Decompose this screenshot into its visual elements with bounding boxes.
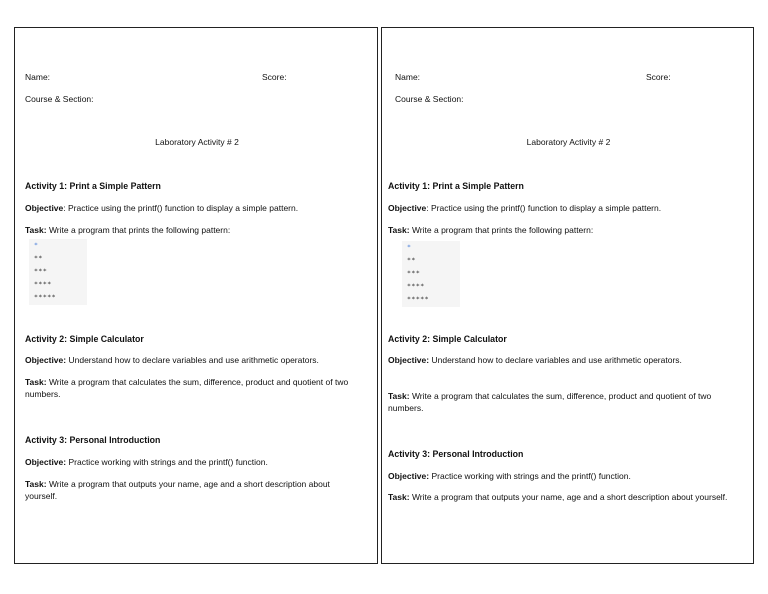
pattern-line: * — [407, 243, 412, 251]
pattern-line: **** — [34, 280, 52, 288]
objective-label: Objective: — [25, 457, 67, 467]
lab-title: Laboratory Activity # 2 — [526, 137, 611, 147]
activity2-objective — [25, 354, 319, 366]
activity1-task — [388, 224, 593, 236]
name-label: Name: — [25, 72, 51, 82]
task-label: Task: — [25, 377, 47, 387]
pattern-output-box — [29, 239, 87, 305]
task-text: Write a program that prints the following pattern: — [46, 225, 231, 235]
objective-label: Objective — [25, 203, 64, 213]
name-label: Name: — [395, 72, 421, 82]
pattern-line: ***** — [34, 293, 57, 301]
pattern-line: ** — [34, 254, 43, 262]
activity1-task — [25, 224, 230, 236]
objective-text: Understand how to declare variables and use arithmetic operators. — [66, 355, 319, 365]
course-section-label: Course & Section: — [395, 94, 464, 104]
activity3-objective — [388, 470, 631, 482]
worksheet-page-right — [381, 27, 754, 564]
task-text: Write a program that prints the following pattern: — [409, 225, 594, 235]
pattern-line: **** — [407, 282, 425, 290]
activity2-task — [388, 390, 718, 414]
course-section-label: Course & Section: — [25, 94, 94, 104]
activity3-heading: Activity 3: Personal Introduction — [25, 435, 161, 445]
activity2-objective — [388, 354, 698, 366]
objective-text: : Practice using the printf() function to display a simple pattern. — [426, 203, 662, 213]
objective-label: Objective — [388, 203, 427, 213]
objective-label: Objective: — [388, 355, 430, 365]
pattern-line: *** — [407, 269, 421, 277]
activity1-objective — [25, 202, 298, 214]
score-label: Score: — [262, 72, 287, 82]
pattern-output-box — [402, 241, 460, 307]
activity2-task — [25, 376, 355, 400]
lab-title: Laboratory Activity # 2 — [155, 137, 239, 147]
activity2-heading: Activity 2: Simple Calculator — [388, 334, 507, 344]
task-text: Write a program that calculates the sum, difference, product and quotient of two numbers. — [25, 377, 349, 399]
task-label: Task: — [388, 391, 410, 401]
activity1-heading: Activity 1: Print a Simple Pattern — [388, 181, 524, 191]
score-label: Score: — [646, 72, 671, 82]
activity3-objective — [25, 456, 268, 468]
objective-label: Objective: — [25, 355, 67, 365]
task-label: Task: — [388, 225, 410, 235]
objective-text: : Practice using the printf() function to display a simple pattern. — [63, 203, 299, 213]
activity1-heading: Activity 1: Print a Simple Pattern — [25, 181, 161, 191]
task-label: Task: — [388, 492, 410, 502]
task-text: Write a program that calculates the sum, difference, product and quotient of two numbers. — [388, 391, 712, 413]
task-label: Task: — [25, 225, 47, 235]
task-text: Write a program that outputs your name, age and a short description about yourself. — [409, 492, 728, 502]
objective-text: Understand how to declare variables and use arithmetic operators. — [429, 355, 682, 365]
task-text: Write a program that outputs your name, age and a short description about yourself. — [25, 479, 330, 501]
objective-label: Objective: — [388, 471, 430, 481]
pattern-line: *** — [34, 267, 48, 275]
activity2-heading: Activity 2: Simple Calculator — [25, 334, 144, 344]
objective-text: Practice working with strings and the printf() function. — [66, 457, 268, 467]
pattern-line: * — [34, 241, 39, 249]
activity3-task — [25, 478, 360, 502]
activity3-task — [388, 491, 728, 503]
objective-text: Practice working with strings and the printf() function. — [429, 471, 631, 481]
pattern-line: ** — [407, 256, 416, 264]
pattern-line: ***** — [407, 295, 430, 303]
task-label: Task: — [25, 479, 47, 489]
activity3-heading: Activity 3: Personal Introduction — [388, 449, 524, 459]
worksheet-page-left — [14, 27, 378, 564]
activity1-objective — [388, 202, 661, 214]
